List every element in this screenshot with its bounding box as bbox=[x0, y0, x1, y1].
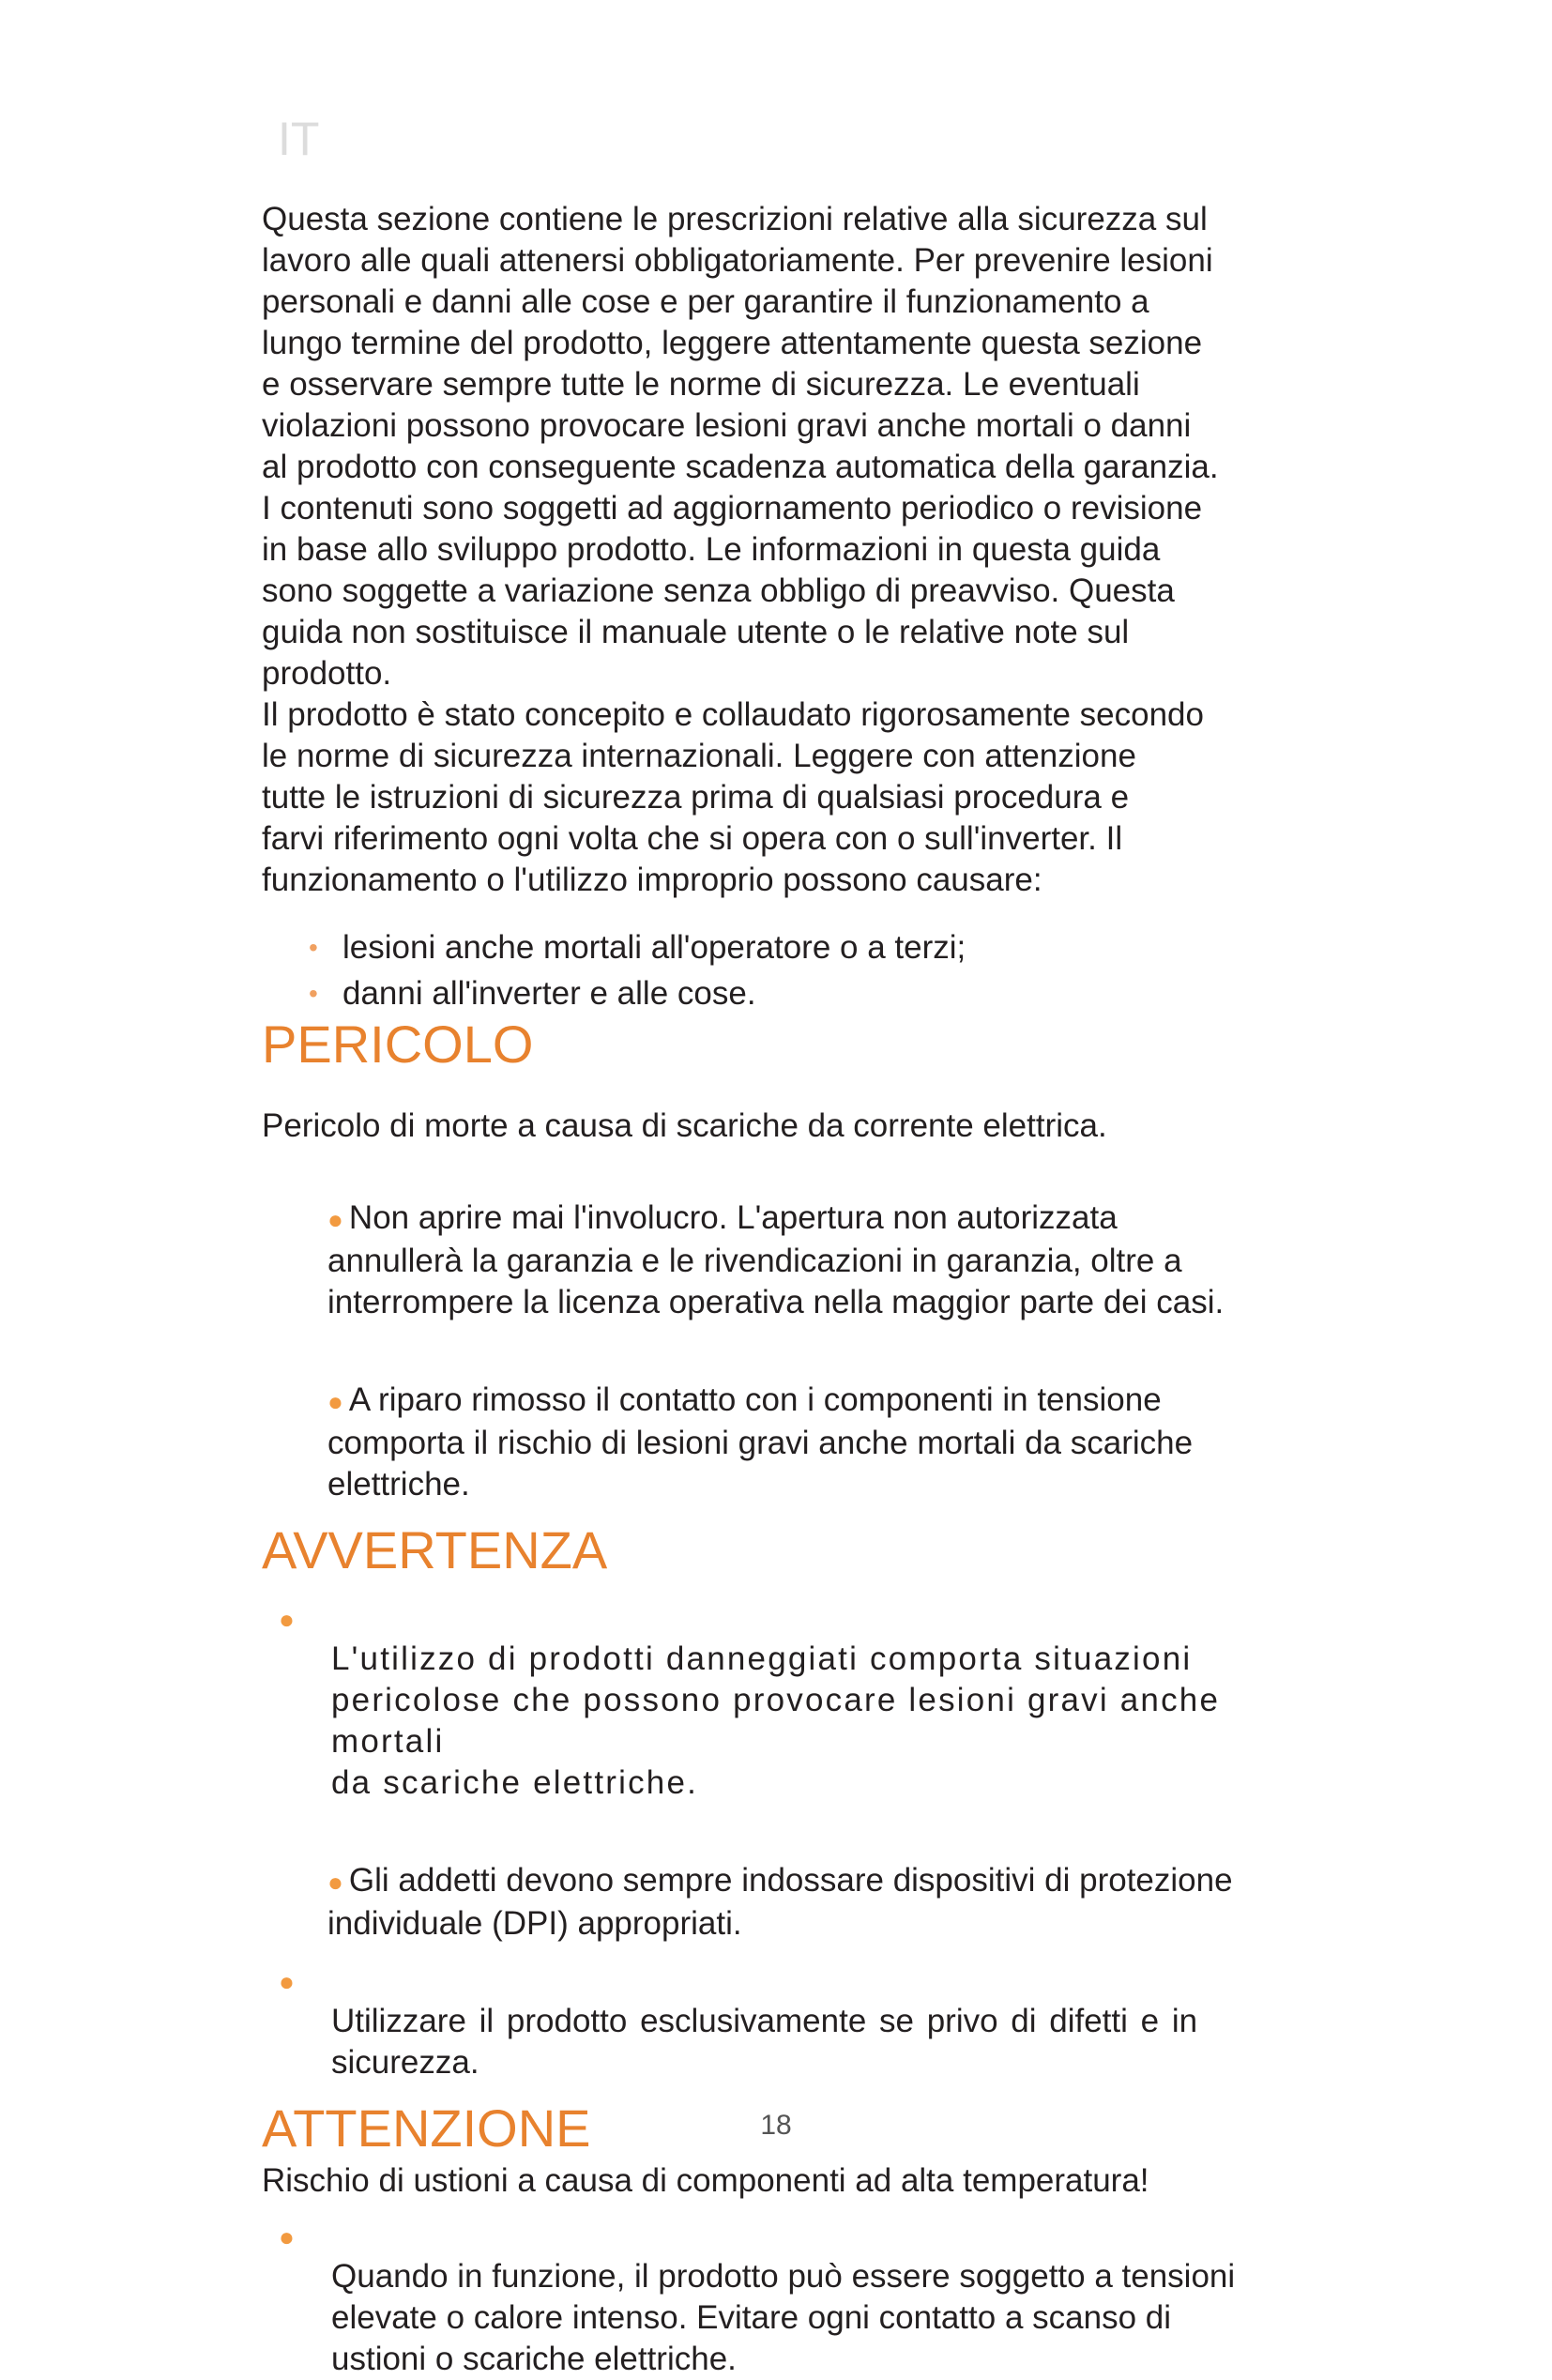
list-item-text: Utilizzare il prodotto esclusivamente se privo di difetti e in sicurezza. bbox=[331, 2003, 1198, 2081]
list-item bbox=[313, 1156, 1313, 1323]
bullet-icon: ● bbox=[327, 1205, 343, 1234]
warning-heading: AVVERTENZA bbox=[262, 1520, 608, 1579]
caution-heading: ATTENZIONE bbox=[262, 2098, 591, 2158]
bullet-icon: • bbox=[309, 979, 318, 1008]
warning-list bbox=[262, 1597, 1313, 2083]
list-item-text: Non aprire mai l'involucro. L'apertura non autorizzata annullerà la garanzia e le rivendicazioni in garanzia, oltre a interrompere la licenza operativa nella maggior parte dei casi. bbox=[327, 1199, 1225, 1320]
list-item-text: danni all'inverter e alle cose. bbox=[342, 975, 756, 1012]
bullet-icon: ● bbox=[279, 1605, 295, 1634]
list-item bbox=[262, 2215, 1313, 2380]
page-content bbox=[262, 199, 1313, 2380]
danger-list bbox=[262, 1156, 1313, 1505]
language-tag: IT bbox=[278, 113, 320, 165]
bullet-icon: ● bbox=[279, 2222, 295, 2251]
caution-list bbox=[262, 2215, 1313, 2380]
list-item bbox=[309, 970, 1313, 1016]
list-item-text: A riparo rimosso il contatto con i componenti in tensione comporta il rischio di lesioni gravi anche mortali da scariche elettriche. bbox=[327, 1381, 1194, 1503]
list-item-text: Gli addetti devono sempre indossare dispositivi di protezione individuale (DPI) appropriati. bbox=[327, 1862, 1233, 1942]
intro-paragraph: Questa sezione contiene le prescrizioni relative alla sicurezza sul lavoro alle quali attenersi obbligatoriamente. Per prevenire lesioni personali e danni alle cose e per garantire il funzionamento a lungo termine del prodotto, leggere attentamente questa sezione e osservare sempre tutte le norme di sicurezza. Le eventuali violazioni possono provocare lesioni gravi anche mortali o danni al prodotto con conseguente scadenza automatica della garanzia. I contenuti sono soggetti ad aggiornamento periodico o revisione in base allo sviluppo prodotto. Le informazioni in questa guida sono soggette a variazione senza obbligo di preavviso. Questa guida non sostituisce il manuale utente o le relative note sul prodotto. Il prodotto è stato concepito e collaudato rigorosamente secondo le norme di sicurezza internazionali. Leggere con attenzione tutte le istruzioni di sicurezza prima di qualsiasi procedura e farvi riferimento ogni volta che si opera con o sull'inverter. Il funzionamento o l'utilizzo improprio possono causare: bbox=[262, 201, 1219, 898]
list-item-text: lesioni anche mortali all'operatore o a terzi; bbox=[342, 929, 966, 966]
bullet-icon: ● bbox=[327, 1868, 343, 1897]
list-item-text: Quando in funzione, il prodotto può essere soggetto a tensioni elevate o calore intenso. Evitare ogni contatto a scanso di ustioni o scariche elettriche. bbox=[331, 2258, 1236, 2377]
bullet-icon: ● bbox=[327, 1387, 343, 1416]
bullet-icon: ● bbox=[279, 1967, 295, 1996]
list-item bbox=[309, 924, 1313, 970]
intro-bullet-list bbox=[309, 924, 1313, 1016]
list-item bbox=[262, 1819, 1313, 1945]
bullet-icon: • bbox=[309, 933, 318, 962]
danger-lead: Pericolo di morte a causa di scariche da corrente elettrica. bbox=[262, 1107, 1107, 1144]
list-item bbox=[313, 1338, 1313, 1505]
list-item bbox=[262, 1597, 1313, 1804]
list-item bbox=[262, 1960, 1313, 2083]
caution-lead: Rischio di ustioni a causa di componenti ad alta temperatura! bbox=[262, 2162, 1149, 2199]
list-item-text: L'utilizzo di prodotti danneggiati comporta situazioni pericolose che possono provocare lesioni gravi anche mortali da scariche elettriche. bbox=[331, 1640, 1221, 1801]
page-number: 18 bbox=[760, 2110, 792, 2141]
danger-heading: PERICOLO bbox=[262, 1015, 534, 1074]
